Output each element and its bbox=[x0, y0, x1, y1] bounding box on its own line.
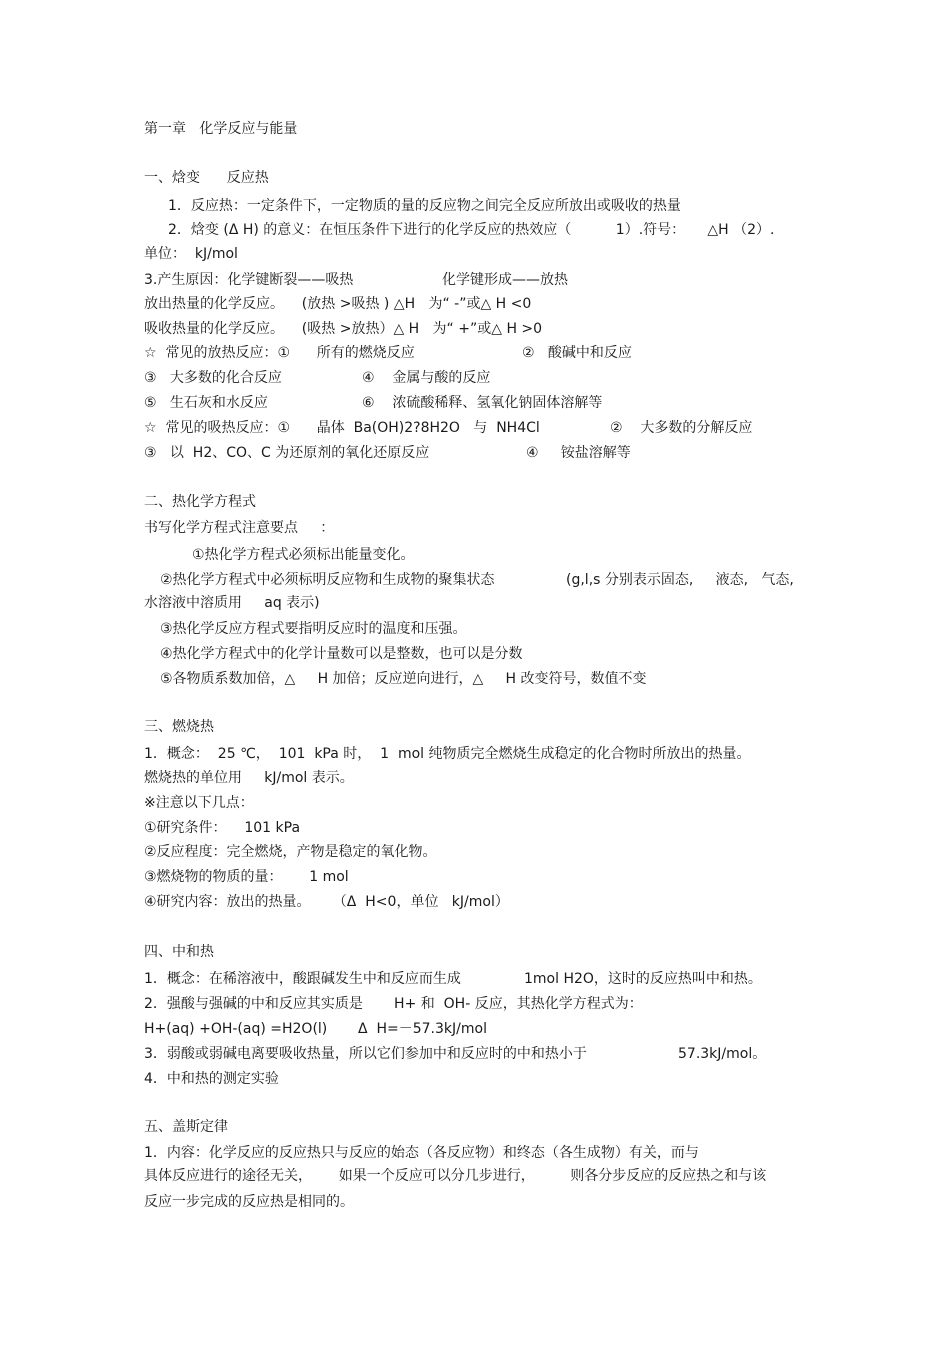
s1-line-10a: ☆ 常见的吸热反应：① 晶体 Ba(OH)2?8H2O 与 NH4Cl bbox=[144, 420, 540, 436]
s3-line-1: 1．概念： 25 ℃， 101 kPa 时， 1 mol 纯物质完全燃烧生成稳定的化合物时所放出的热量。 bbox=[144, 746, 751, 762]
s2-line-3b: (g,l,s 分别表示固态, 液态, 气态, bbox=[566, 572, 794, 588]
s1-line-10b: ② 大多数的分解反应 bbox=[610, 420, 753, 436]
s3-line-6: ③燃烧物的物质的量： 1 mol bbox=[144, 869, 349, 885]
s1-line-8a: ③ 大多数的化合反应 bbox=[144, 370, 282, 386]
s2-line-3a: ②热化学方程式中必须标明反应物和生成物的聚集状态 bbox=[160, 572, 495, 588]
s2-line-6: ④热化学方程式中的化学计量数可以是整数，也可以是分数 bbox=[160, 646, 523, 662]
s2-line-2: ①热化学方程式必须标出能量变化。 bbox=[192, 547, 415, 563]
s4-line-3a: H+(aq) +OH-(aq) =H2O(l) bbox=[144, 1021, 328, 1037]
section-1-heading: 一、焓变 反应热 bbox=[144, 170, 269, 186]
s5-line-1: 1．内容：化学反应的反应热只与反应的始态（各反应物）和终态（各生成物）有关，而与 bbox=[144, 1145, 699, 1161]
s4-line-1a: 1．概念：在稀溶液中，酸跟碱发生中和反应而生成 bbox=[144, 971, 461, 987]
s5-line-2: 具体反应进行的途径无关， 如果一个反应可以分几步进行， 则各分步反应的反应热之和与该 bbox=[144, 1168, 767, 1184]
section-4-heading: 四、中和热 bbox=[144, 944, 214, 960]
section-3-heading: 三、燃烧热 bbox=[144, 719, 214, 735]
s1-line-9a: ⑤ 生石灰和水反应 bbox=[144, 395, 268, 411]
s4-line-2: 2．强酸与强碱的中和反应其实质是 H+ 和 OH- 反应，其热化学方程式为： bbox=[144, 996, 643, 1012]
s4-line-4b: 57.3kJ/mol。 bbox=[678, 1046, 767, 1062]
s1-line-11b: ④ 铵盐溶解等 bbox=[526, 445, 631, 461]
s1-line-7a: ☆ 常见的放热反应：① 所有的燃烧反应 bbox=[144, 345, 415, 361]
s1-line-4a: 3.产生原因：化学键断裂——吸热 bbox=[144, 272, 354, 288]
s5-line-3: 反应一步完成的反应热是相同的。 bbox=[144, 1194, 354, 1210]
s1-line-7b: ② 酸碱中和反应 bbox=[522, 345, 632, 361]
s3-line-5: ②反应程度：完全燃烧，产物是稳定的氧化物。 bbox=[144, 844, 437, 860]
chapter-title: 第一章 化学反应与能量 bbox=[144, 121, 298, 137]
s1-line-1: 1．反应热：一定条件下，一定物质的量的反应物之间完全反应所放出或吸收的热量 bbox=[168, 198, 681, 214]
section-5-heading: 五、盖斯定律 bbox=[144, 1119, 228, 1135]
s4-line-3b: Δ H=－57.3kJ/mol bbox=[358, 1021, 487, 1037]
s1-line-2: 2．焓变 (Δ H) 的意义：在恒压条件下进行的化学反应的热效应（ 1）.符号： △H （2）. bbox=[168, 222, 775, 238]
s3-line-2: 燃烧热的单位用 kJ/mol 表示。 bbox=[144, 770, 354, 786]
s2-line-5: ③热化学反应方程式要指明反应时的温度和压强。 bbox=[160, 621, 467, 637]
s1-line-11a: ③ 以 H2、CO、C 为还原剂的氧化还原反应 bbox=[144, 445, 430, 461]
s1-line-9b: ⑥ 浓硫酸稀释、氢氧化钠固体溶解等 bbox=[362, 395, 603, 411]
s1-line-5: 放出热量的化学反应。 (放热 >吸热 ) △H 为“ -”或△ H <0 bbox=[144, 296, 532, 312]
s1-line-3: 单位： kJ/mol bbox=[144, 246, 238, 262]
s1-line-8b: ④ 金属与酸的反应 bbox=[362, 370, 491, 386]
s1-line-6: 吸收热量的化学反应。 (吸热 >放热）△ H 为“ +”或△ H >0 bbox=[144, 321, 543, 337]
section-2-heading: 二、热化学方程式 bbox=[144, 494, 256, 510]
s4-line-1b: 1mol H2O，这时的反应热叫中和热。 bbox=[524, 971, 762, 987]
s4-line-4a: 3．弱酸或弱碱电离要吸收热量，所以它们参加中和反应时的中和热小于 bbox=[144, 1046, 587, 1062]
s3-line-7: ④研究内容：放出的热量。 （Δ H<0，单位 kJ/mol） bbox=[144, 894, 509, 910]
s2-line-1: 书写化学方程式注意要点 ： bbox=[144, 520, 335, 536]
s4-line-5: 4．中和热的测定实验 bbox=[144, 1071, 279, 1087]
s3-line-4: ①研究条件： 101 kPa bbox=[144, 820, 301, 836]
s1-line-4b: 化学键形成——放热 bbox=[442, 272, 568, 288]
s3-line-3: ※注意以下几点： bbox=[144, 795, 254, 811]
s2-line-7: ⑤各物质系数加倍，△ H 加倍；反应逆向进行，△ H 改变符号，数值不变 bbox=[160, 671, 647, 687]
s2-line-4: 水溶液中溶质用 aq 表示) bbox=[144, 595, 320, 611]
